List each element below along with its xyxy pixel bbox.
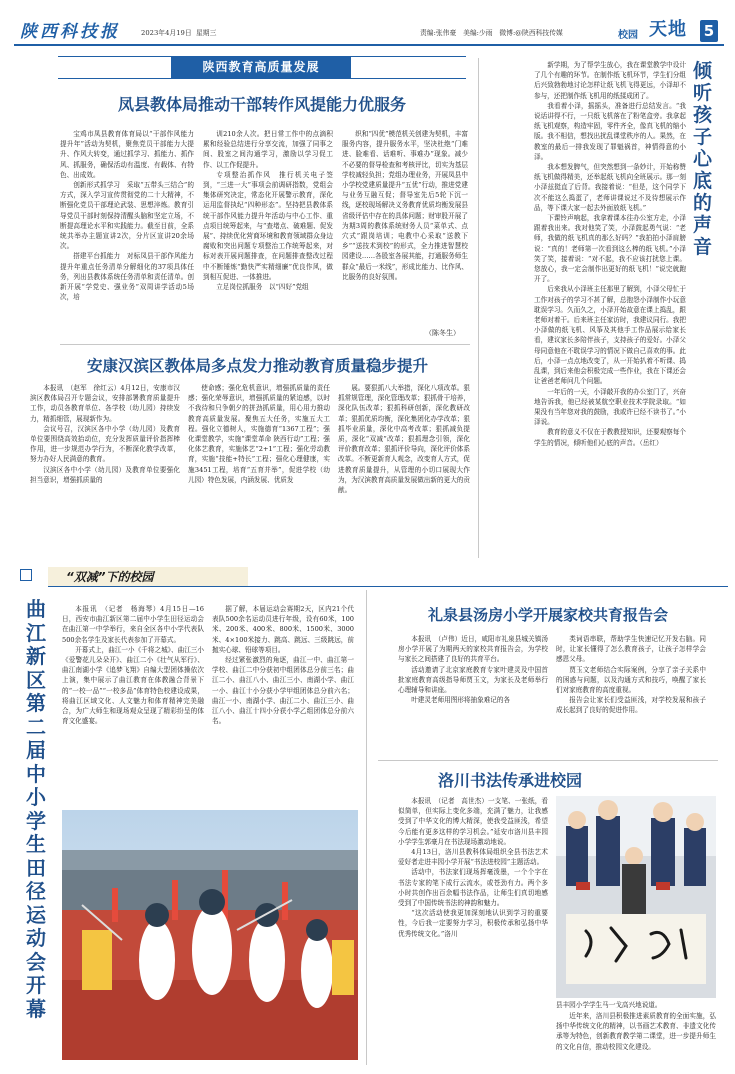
- paragraph: 本报讯 （记者 杨海琴）4月15日—16日，西安市曲江新区第二届中小学生田径运动会在曲江第一中学举行，来自全区各中小学代表队500余名学生及家长代表参加了开幕式。: [62, 605, 204, 644]
- paragraph: 贾玉文老师结合实际案例，分享了亲子关系中的困惑与问题，以及沟通方式和技巧，唤醒了家长们对家庭教育的高度重视。: [556, 665, 706, 695]
- paragraph: 本报讯 （卢伟）近日，咸阳市礼泉县城关镇汤房小学开展了为期两天的家校共育报告会，为学校与家长之间搭建了良好的共育平台。: [398, 635, 548, 664]
- story2-col2: [188, 383, 330, 485]
- section2-marker-icon: [20, 569, 32, 581]
- paragraph: “这次活动使我更加深刻地认识到学习的重要性，今后我一定要努力学习，积极传承和弘扬中华优秀传统文化。”洛川: [398, 909, 548, 938]
- story2-col1: [30, 383, 180, 485]
- sports-meet-illustration: [62, 810, 358, 1060]
- paragraph: 教育的意义不仅在于教教授知识，还要观察每个学生的情况，倾听他们心底的声音。（岳红）: [534, 428, 686, 447]
- section2-title: “双减”下的校园: [66, 570, 154, 584]
- story1-col1: [60, 129, 194, 302]
- divider: [60, 344, 470, 345]
- story5-col1: [398, 796, 548, 939]
- divider: [378, 760, 718, 761]
- paragraph: 经过紧张激烈的角逐，曲江一中、曲江第一学校、曲江二中分获初中组团体总分前三名；曲江二小、曲江八小、曲江三小、南湖小学、曲江一小、曲江十小分获小学甲组团体总分前六名；曲江一小、南湖小学、曲江二小、曲江三小、曲江八小、曲江十四小分获小学乙组团体总分前六名。: [212, 656, 354, 726]
- calligraphy-photo: [556, 796, 716, 998]
- paragraph: 展。要狠抓八大举措，深化八项改革。狠抓常规管理，深化管理改革；狠抓骨干培养，深化队伍改革；狠抓科研创新，深化教研改革；狠抓优质均衡，深化集团化办学改革；狠抓毕业质量，深化中高考改革；狠抓减负提质，深化“双减”改革；狠抓理念引领，深化评价教育改革；狠抓评价导向，深化评价体系改革。不断更新育人观念，改变育人方式，促进教育质量提升，从管理的小切口展现大作为，为汉滨教育高质量发展做出新的更大的贡献。: [338, 384, 470, 495]
- paragraph: 使命感；强化危机意识，增强抓质量的责任感；强化荣辱意识，增强抓质量的紧迫感，以时不我待和只争朝夕的拼劲抓质量，用心用力推动教育高质量发展。聚焦五大任务，实施五大工程。强化立德树人，实施德育“1367工程”；强化课堂教学，实施“课堂革命 陕西行动”工程；强化体艺教育，实施体艺“2+1”工程；强化劳动教育，实施“技能+特长”工程；强化心理健康，实施3451工程，培育“五育并举”，促进学校（幼儿园）特色发展，内涵发展、优质发: [188, 384, 330, 484]
- calligraphy-illustration: [556, 796, 716, 998]
- story5-col2: [556, 1011, 716, 1052]
- paragraph: 搭建平台抓能力 对标凤县干部作风能力提升年重点任务清单分解细化的37项具体任务，列出县教体系统任务清单和责任清单。创新开展“学党史、强业务”双周讲学活动5场次，培: [60, 252, 194, 302]
- paragraph: 据了解，本届运动会赛期2天，区内21个代表队500余名运动员进行年级，设有60米，100米、200米、400米、800米、1500米、3000米、4×100米接力、跳高、跳远、三级跳远，前抛实心球、铅球等项目。: [212, 605, 354, 654]
- paragraph: 类词语串联，帮助学生快速记忆开发右脑。同时，让家长懂得了怎么教育孩子，让孩子怎样学会感恩父母。: [556, 635, 706, 664]
- paragraph: 4月13日，洛川县教科体局组织全县书法艺术爱好者走进丰园小学开展“书法进校园”主题活动。: [398, 848, 548, 867]
- paper-name: 陕西科技报: [20, 22, 120, 42]
- section-name-small: 校园: [618, 30, 638, 41]
- paragraph: 本报讯 （记者 高世杰）一支笔、一张纸，看似简单，但实际上变化多端，充满了魅力，让我感受到了中华文化的博大精深，使我受益匪浅，希望今后能有更多这样的学习机会。”延安市洛川县丰园小学学生郭豪月在书法现场激动地说。: [398, 797, 548, 846]
- paragraph: 宝鸡市凤县教育体育局以“干部作风能力提升年”活动为契机，聚焦党员干部能力大提升、作风大转变，通过抓学习、抓能力、抓作风、抓服务，确保活动有温度、有载体、有特色、出成效。: [60, 130, 194, 179]
- side-story-headline: 倾听孩子心底的声音: [693, 60, 713, 258]
- masthead-rule: [14, 44, 724, 46]
- paragraph: 创新形式抓学习 采取“五带头三结合”的方式，深入学习宣传贯彻党的二十大精神，不断强化党员干部理论武装、思想淬炼。教育引导党员干部时刻保持清醒头脑和坚定立场，不断提高理论水平和实践能力。截至目前，全系统共举办主题宣讲2次，分片区宣讲20余场次。: [60, 181, 194, 251]
- paragraph: 下课铃声响起，我拿着课本往办公室方走，小泽跟着我出来。我对他笑了笑，小泽鼓起勇气说：“老师，我做的纸飞机真的那么好吗？”我拍拍小泽肩膀说：“真的！老师第一次看到这么棒的纸飞机。”小泽笑了笑，接着说：“对不起，我不应该打扰您上课。您放心，我一定会制作出更好的纸飞机！”说完就跑开了。: [534, 214, 686, 284]
- story1-col3: [342, 129, 468, 282]
- page-editors: 责编:张伟豪 美编:少雨 微博:@陕西科技传媒: [420, 29, 563, 37]
- paragraph: 报告会让家长们受益匪浅，对学校发展和孩子成长起到了良好的促进作用。: [556, 696, 706, 715]
- section2-header: [18, 565, 718, 587]
- column-divider: [478, 58, 479, 558]
- story4-col1: [398, 634, 548, 705]
- story3-col2: [212, 604, 354, 726]
- paragraph: 专项整治抓作风 推行机关电子签到，“三进一大”事项会前调研指数，党组会集体研究决定，常态化开展警示教育，深化运用监督执纪“四种形态”。坚持把县教体系统干部作风能力提升年活动与中心工作、重点项目统筹起来，与“查堵点、破难题、促发展”、持续优化营商环境和教育领域群众身边腐败和突出问题专项整治工作统筹起来，对标对表开展问题排查，在问题排查整改过程中不断锤炼“勤快严实精细廉”优良作风，做到相互促进、一体推进。: [203, 170, 333, 281]
- paragraph: 新学期，为了帮学生放心，我在课堂教学中设计了几个有趣的环节。在制作纸飞机环节，学生们分组后兴致勃勃地讨论怎样让纸飞机飞得更远，小泽却不参与，还把制作纸飞机用的纸揉成团了。: [534, 61, 686, 100]
- story4-col2: [556, 634, 706, 716]
- story3-col1: [62, 604, 204, 726]
- paragraph: 我本想发脾气，但突然想到一条妙计，开始称赞纸飞机做得精美，还举起纸飞机向全班展示。那一刻小泽兹挺直了后背。我接着说：“但是，这个同学下次不能这么捣蛋了，老师讲课说过不及待想展示作品，等下课大家一起去外面放纸飞机。”: [534, 163, 686, 212]
- story2-col3: [338, 383, 470, 495]
- story1-headline: 凤县教体局推动干部转作风提能力优服务: [117, 95, 406, 114]
- paragraph: 训210余人次。把日常工作中的点滴积累和经验总结进行分享交流，加强了同事之间、股室之间沟通学习，激励以学习促工作、以工作促提升。: [203, 130, 333, 169]
- story3-headline: 曲江新区第二届中小学生田径运动会开幕: [26, 597, 46, 1021]
- page-number: 5: [700, 20, 718, 42]
- story2-headline: 安康汉滨区教体局多点发力推动教育质量稳步提升: [86, 357, 428, 375]
- banner-title: 陕西教育高质量发展: [202, 60, 320, 74]
- issue-weekday: 星期三: [196, 29, 217, 37]
- story1-col2: [203, 129, 333, 292]
- story1-byline: （陈冬生）: [425, 329, 460, 337]
- column-divider: [366, 590, 367, 1065]
- section-name-big: 天地: [649, 19, 687, 40]
- paragraph: 开幕式上，曲江一小《千将之城》、曲江三小《爱警花儿朵朵开》、曲江二小《壮气从军行》、曲江南湖小学《追梦飞翔》自编大型团体操依次上演，集中展示了曲江教育在体教融合背景下的“一校一品”“一校多品”体育特色校建设成果，将曲江区域文化、人文魅力和体育精神完美融合，为广大师生和现场观众呈现了精彩纷呈的体育文化盛宴。: [62, 645, 204, 726]
- paragraph: 织和“四优”模范机关创建为契机，丰富服务内容，提升服务水平，坚决杜绝“门难进、脸难看、话难听、事难办”现象。减少不必要的督导检查和考核评比，切实为基层学校减轻负担；党组办理业务，开展凤县中小学校党建质量提升“五优”行动，推进党建与业务互融互促；督导室先后5轮下沉一线，逐校现场解决义务教育优质均衡发展县省级评估中存在的具体问题；财审股开展了为期3周的教体系统财务人员“菜单式、点穴式”跟岗培训；电教中心采取“送教下乡”“送技术到校”的形式，全力推进智慧校园建设……各股室各展其能，打通服务师生群众“最后一米线”，形成比能力、比作风、比服务的良好氛围。: [342, 130, 468, 281]
- paragraph: 活动中，书法家们现场挥毫泼墨，一个个字在书法专家的笔下成行云流水，或苍劲有力。两个多小时共创作出百余幅书法作品，让师生们真切地感受到了中国传统书法的神韵和魅力。: [398, 868, 548, 908]
- paragraph: 立足岗位抓服务 以“四好”党组: [216, 283, 309, 292]
- paragraph: 近年来，洛川县积极推进素质教育的全面实施，弘扬中华传统文化的精神，以书画艺术教育、非遗文化传承等为特色，创新教育教学第二课堂，进一步提升师生的文化自信，推动校园文化建设。: [556, 1012, 716, 1051]
- paragraph: 后来我从小泽班主任那里了解到，小泽父母忙于工作对孩子的学习不甚了解，总抱怨小泽制作小玩意耽误学习。久而久之，小泽开始故意在课上捣乱，跟老师对着干。后来班主任家访时，我建议同行。我把小泽做的纸飞机、风筝及其他手工作品展示给家长看，建议家长多陪伴孩子，支持孩子的爱好。小泽父母同意他在不耽误学习的情况下做自己喜欢的事。此后，小泽一点点地改变了，从一开始扒着不听课、捣乱课，到后来他会积极完成一些作业，我在下课还会让爸爸老师问几个问题。: [534, 285, 686, 386]
- issue-date: 2023年4月19日: [141, 29, 192, 37]
- side-story-body: [534, 60, 686, 448]
- paragraph: 我看着小泽，摇摇头，准备进行总结发言。“我说话讲得不行，一只纸飞机落在了粉笔盒旁。我拿起纸飞机观察，构造牢固，零件齐全，像真飞机的缩小版。我不相信，想找出扰乱课堂秩序的人。果然，在教室的最后一排我发现了罪魁祸首，神情得意的小泽。: [534, 101, 686, 161]
- paragraph: 本报讯 （赵军 徐红云）4月12日，安康市汉滨区教体局召开专题会议，安排部署教育质量提升工作，动员各教育单位、各学校（幼儿园）持续发力，精抓细管，展现新作为。: [30, 384, 180, 423]
- story5-photo-caption: 县丰园小学学生马一戈高兴地说道。: [556, 1001, 662, 1009]
- section-banner: [58, 56, 466, 79]
- paragraph: 叶建灵老师用图形将抽象难记的各: [411, 696, 511, 705]
- paragraph: 汉滨区各中小学（幼儿园）及教育单位要强化担当意识，增强抓质量的: [30, 465, 180, 484]
- sports-meet-photo: [62, 810, 358, 1060]
- story4-headline: 礼泉县汤房小学开展家校共育报告会: [427, 606, 668, 624]
- paragraph: 会议号召，汉滨区各中小学（幼儿园）及教育单位要围绕高效抬动位，充分发挥质量评价指挥棒作用，进一步规范办学行为，不断深化教学改革，努力办好人民满意的教育。: [30, 424, 180, 464]
- paragraph: 活动邀请了北京家庭教育专家叶建灵及中国首批家庭教育高级指导师贾玉文，为家长及老师举行心理辅导和讲座。: [398, 665, 548, 695]
- story5-headline: 洛川书法传承进校园: [437, 771, 582, 790]
- paragraph: 一年后的一天，小泽敲开我的办公室门了，兴奋地告诉我，他已经被某航空职业技术学院录取。“如果没有当年您对我的鼓励，我或许已经不读书了。”小泽说。: [534, 387, 686, 427]
- masthead: [0, 0, 735, 48]
